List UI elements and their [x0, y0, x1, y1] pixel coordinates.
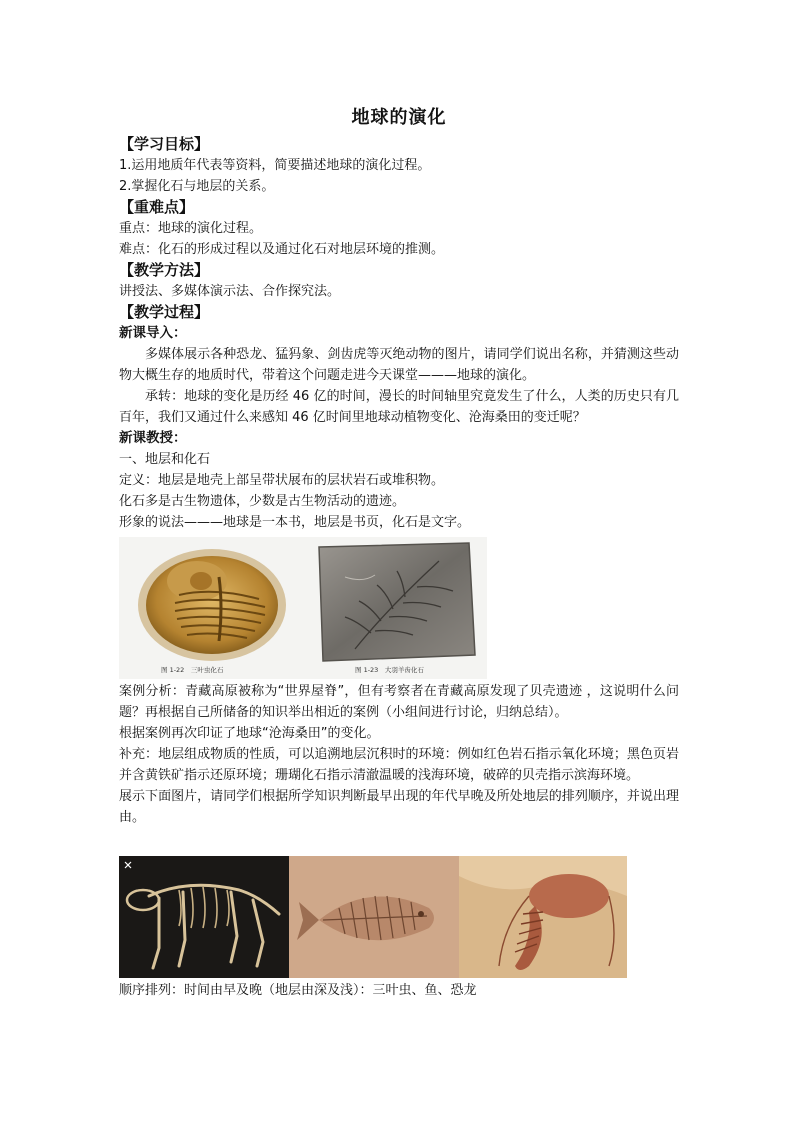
fern-fossil-image — [319, 543, 475, 661]
intro-paragraph-2: 承转：地球的变化是历经 46 亿的时间，漫长的时间轴里究竟发生了什么，人类的历史只有几百年，我们又通过什么来感知 46 亿时间里地球动植物变化、沧海桑田的变迁呢？ — [119, 389, 679, 425]
difficulty-point: 难点：化石的形成过程以及通过化石对地层环境的推测。 — [119, 242, 445, 257]
method-text: 讲授法、多媒体演示法、合作探究法。 — [119, 284, 341, 299]
intro-label: 新课导入： — [119, 325, 187, 341]
goal-2: 2.掌握化石与地层的关系。 — [119, 179, 275, 194]
case-conclusion: 根据案例再次印证了地球“沧海桑田”的变化。 — [119, 726, 380, 741]
intro-paragraph-1: 多媒体展示各种恐龙、猛犸象、剑齿虎等灭绝动物的图片，请同学们说出名称，并猜测这些动物大概生存的地质时代，带着这个问题走进今天课堂———地球的演化。 — [119, 347, 679, 383]
trilobite-caption: 图 1-22 三叶虫化石 — [161, 666, 224, 674]
fossil-note: 化石多是古生物遗体，少数是古生物活动的遗迹。 — [119, 494, 406, 509]
fish-fossil-image — [289, 856, 459, 978]
fern-caption: 图 1-23 大羽羊齿化石 — [355, 666, 424, 674]
fossil-figure-pair — [119, 537, 487, 679]
goal-1: 1.运用地质年代表等资料，简要描述地球的演化过程。 — [119, 158, 431, 173]
sequence-answer: 顺序排列：时间由早及晚（地层由深及浅）：三叶虫、鱼、恐龙 — [119, 983, 477, 998]
case-analysis: 案例分析：青藏高原被称为“世界屋脊”，但有考察者在青藏高原发现了贝壳遗迹 ，这说明什么问题？再根据自己所储备的知识举出相近的案例（小组间进行讨论，归纳总结）。 — [119, 684, 679, 720]
document-page — [119, 104, 679, 1001]
method-heading: 【教学方法】 — [119, 261, 210, 279]
trilobite-sequence-image — [459, 856, 627, 978]
section-strata-fossils: 一、地层和化石 — [119, 452, 211, 467]
fossil-sequence-figure — [119, 856, 627, 978]
goals-heading: 【学习目标】 — [119, 135, 210, 153]
ordering-task: 展示下面图片，请同学们根据所学知识判断最早出现的年代早晚及所处地层的排列顺序，并说出理由。 — [119, 789, 679, 825]
fossil-figure-art — [119, 537, 487, 679]
dinosaur-skeleton-image — [119, 856, 289, 978]
process-heading: 【教学过程】 — [119, 303, 210, 321]
document-title: 地球的演化 — [351, 107, 447, 128]
supplement-note: 补充：地层组成物质的性质，可以追溯地层沉积时的环境：例如红色岩石指示氧化环境；黑色页岩并含黄铁矿指示还原环境；珊瑚化石指示清澈温暖的浅海环境，破碎的贝壳指示滨海环境。 — [119, 747, 679, 783]
key-point: 重点：地球的演化过程。 — [119, 221, 263, 236]
trilobite-fossil-image — [138, 549, 286, 661]
lesson-label: 新课教授： — [119, 430, 187, 446]
strata-definition: 定义：地层是地壳上部呈带状展布的层状岩石或堆积物。 — [119, 473, 445, 488]
key-points-heading: 【重难点】 — [119, 198, 195, 216]
earth-book-metaphor: 形象的说法———地球是一本书，地层是书页，化石是文字。 — [119, 515, 471, 530]
